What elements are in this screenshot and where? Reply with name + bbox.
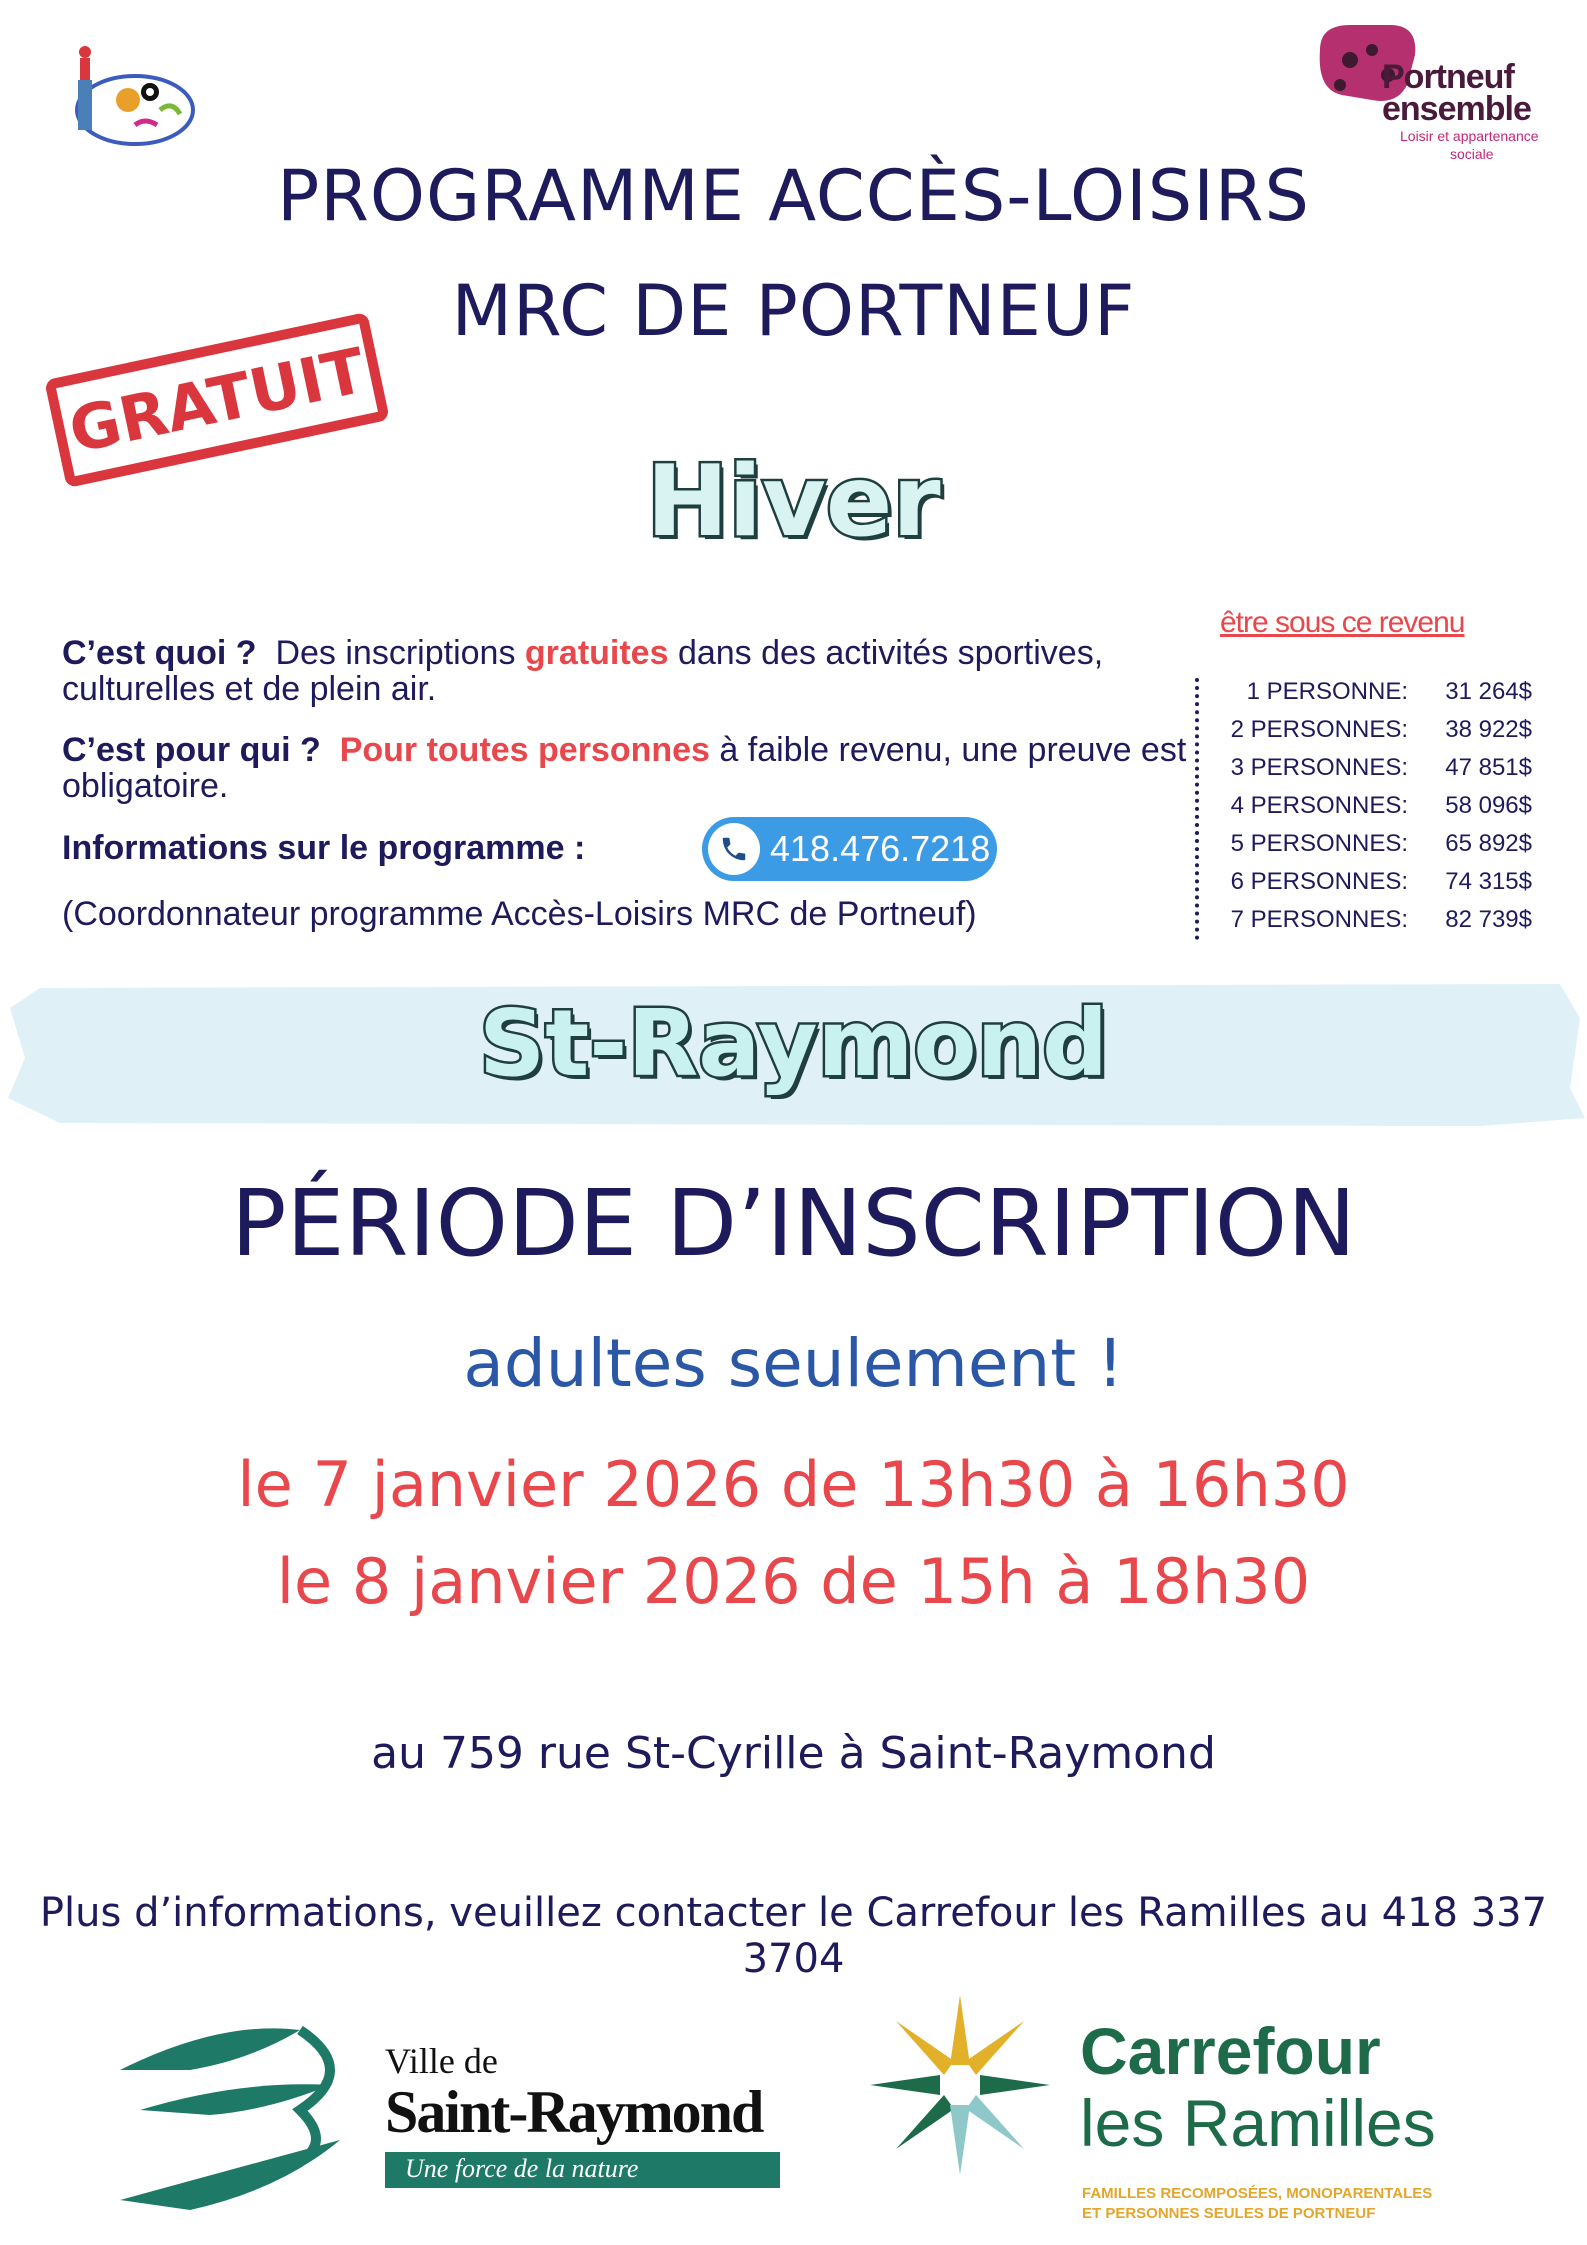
season-title: Hiver: [646, 445, 941, 559]
income-row-amount: 65 892$: [1445, 830, 1532, 857]
income-row-amount: 47 851$: [1445, 754, 1532, 781]
saint-raymond-ville: Ville de: [385, 2041, 498, 2081]
portneuf-ensemble-logo: [1310, 20, 1570, 160]
who-is-it-for-text: à faible revenu, une preuve est obligatoire.: [62, 731, 1187, 805]
carrefour-name-line2: les Ramilles: [1080, 2086, 1436, 2160]
free-stamp-text: GRATUIT: [62, 333, 372, 467]
income-row: [1210, 754, 1540, 784]
income-row-label: 2 PERSONNES:: [1230, 716, 1408, 743]
saint-raymond-slogan: Une force de la nature: [405, 2154, 639, 2183]
location-title: St-Raymond: [479, 990, 1108, 1097]
income-row-label: 6 PERSONNES:: [1230, 868, 1408, 895]
income-row: [1210, 678, 1540, 708]
phone-button[interactable]: [702, 817, 997, 881]
income-row: [1210, 830, 1540, 860]
what-is-it-highlight: gratuites: [524, 634, 669, 672]
income-row-amount: 31 264$: [1445, 678, 1532, 705]
phone-number: 418.476.7218: [770, 828, 991, 869]
program-info-label: Informations sur le programme :: [62, 829, 586, 867]
what-is-it-label: C’est quoi ?: [62, 634, 257, 672]
carrefour-tagline-line1: FAMILLES RECOMPOSÉES, MONOPARENTALES: [1082, 2185, 1433, 2202]
partner-tagline-line2: sociale: [1450, 146, 1494, 162]
coordinator-note: (Coordonnateur programme Accès-Loisirs MRC de Portneuf): [62, 895, 977, 933]
who-is-it-for: [62, 732, 1192, 804]
phone-icon: [708, 823, 760, 875]
income-row-label: 1 PERSONNE:: [1246, 678, 1408, 705]
income-row-amount: 38 922$: [1445, 716, 1532, 743]
income-row-amount: 74 315$: [1445, 868, 1532, 895]
income-row-label: 5 PERSONNES:: [1230, 830, 1408, 857]
income-row-amount: 58 096$: [1445, 792, 1532, 819]
registration-heading: PÉRIODE D’INSCRIPTION: [230, 1170, 1357, 1277]
what-is-it-text-b: dans des activités sportives, culturelles et de plein air.: [62, 634, 1104, 708]
what-is-it: [62, 635, 1192, 707]
income-row: [1210, 868, 1540, 898]
program-title-line1: PROGRAMME ACCÈS-LOISIRS: [277, 155, 1310, 237]
registration-address: au 759 rue St-Cyrille à Saint-Raymond: [371, 1728, 1216, 1779]
income-row: [1210, 792, 1540, 822]
audience-note: adultes seulement !: [463, 1325, 1124, 1402]
partner-tagline-line1: Loisir et appartenance: [1400, 128, 1539, 144]
acces-loisirs-logo: [40, 40, 200, 150]
saint-raymond-logo: [100, 2000, 800, 2220]
income-row-label: 7 PERSONNES:: [1230, 906, 1408, 933]
contact-info: Plus d’informations, veuillez contacter le Carrefour les Ramilles au 418 337 3704: [39, 1890, 1548, 1982]
saint-raymond-name: Saint-Raymond: [385, 2079, 763, 2145]
income-row-label: 4 PERSONNES:: [1230, 792, 1408, 819]
carrefour-ramilles-logo: [860, 1985, 1580, 2235]
who-is-it-for-highlight: Pour toutes personnes: [339, 731, 710, 769]
income-row-label: 3 PERSONNES:: [1230, 754, 1408, 781]
income-row: [1210, 716, 1540, 746]
partner-name-line1: Portneuf: [1382, 58, 1514, 96]
who-is-it-for-label: C’est pour qui ?: [62, 731, 321, 769]
registration-date-2: le 8 janvier 2026 de 15h à 18h30: [276, 1545, 1311, 1618]
income-table-title: être sous ce revenu: [1220, 606, 1465, 639]
partner-name-line2: ensemble: [1382, 90, 1531, 128]
program-title-line2: MRC DE PORTNEUF: [451, 270, 1136, 352]
carrefour-name-line1: Carrefour: [1080, 2014, 1381, 2088]
saint-raymond-slogan-bar: [385, 2152, 780, 2188]
income-row-amount: 82 739$: [1445, 906, 1532, 933]
income-divider: [1195, 678, 1199, 940]
income-row: [1210, 906, 1540, 936]
what-is-it-text-a: Des inscriptions: [275, 634, 516, 672]
carrefour-tagline-line2: ET PERSONNES SEULES DE PORTNEUF: [1082, 2205, 1376, 2222]
registration-date-1: le 7 janvier 2026 de 13h30 à 16h30: [237, 1448, 1350, 1521]
